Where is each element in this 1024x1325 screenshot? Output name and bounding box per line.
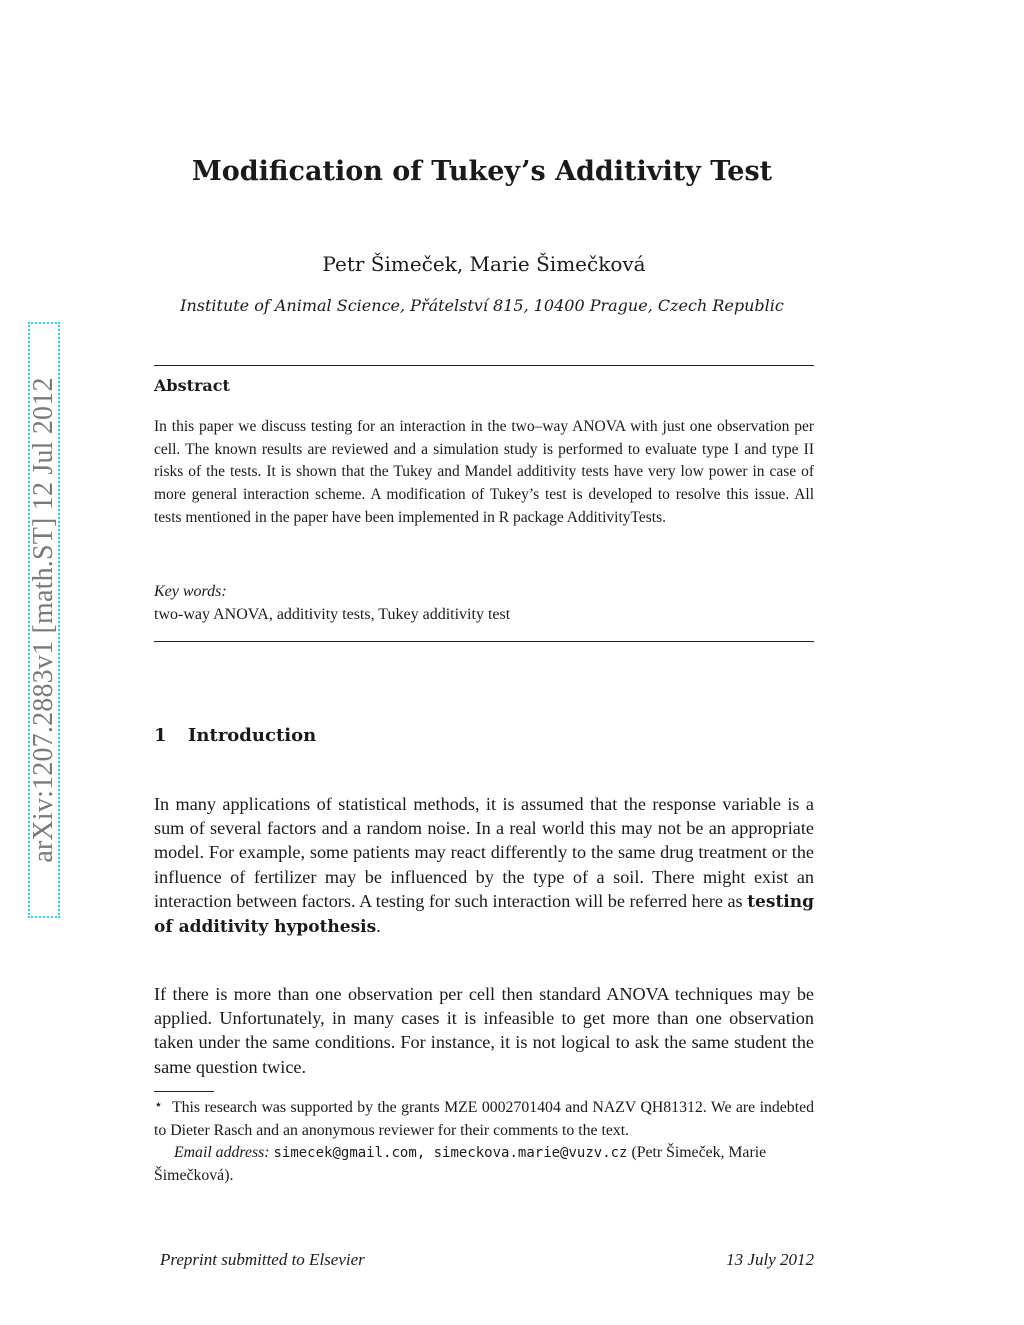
arxiv-stamp [28, 322, 60, 918]
paper-title: Modification of Tukey’s Additivity Test [191, 156, 773, 187]
email-addresses[interactable]: simecek@gmail.com, simeckova.marie@vuzv.cz [273, 1145, 628, 1161]
intro-paragraph-1 [154, 792, 814, 939]
footer-preprint-note: Preprint submitted to Elsevier [160, 1250, 365, 1269]
abstract-top-rule [154, 365, 814, 366]
abstract-bottom-rule [154, 641, 814, 642]
section-number: 1 [154, 725, 167, 746]
intro-paragraph-2: If there is more than one observation per cell then standard ANOVA techniques may be applied. Unfortunately, in many cases it is infeasible to get more than one observation taken under the same conditions. For instance, it is not logical to ask the same student the same question twice. [154, 984, 814, 1077]
intro-paragraph-1-text: In many applications of statistical methods, it is assumed that the response variable is a sum of several factors and a random noise. In a real world this may not be an appropriate model. For example, some patients may react differently to the same drug treatment or the influence of fertilizer may be influenced by the type of a soil. There might exist an interaction between factors. A testing for such interaction will be referred here as [154, 794, 814, 911]
abstract-heading: Abstract [154, 376, 230, 395]
affiliation: Institute of Animal Science, Přátelství 815, 10400 Prague, Czech Republic [180, 296, 784, 315]
footnote-rule [154, 1091, 214, 1092]
footnote-text: This research was supported by the grants MZE 0002701404 and NAZV QH81312. We are indebted to Dieter Rasch and an anonymous reviewer for their comments to the text. [154, 1099, 814, 1139]
keywords-label: Key words: [154, 583, 227, 600]
footer-date: 13 July 2012 [726, 1250, 814, 1269]
section-heading [154, 725, 316, 746]
section-title: Introduction [188, 725, 317, 746]
email-names: (Petr Šimeček, Marie Šimečková). [154, 1144, 767, 1184]
arxiv-identifier: arXiv:1207.2883v1 [math.ST] 12 Jul 2012 [28, 377, 59, 863]
abstract-body: In this paper we discuss testing for an interaction in the two–way ANOVA with just one observation per cell. The known results are reviewed and a simulation study is performed to evaluate type I and type II risks of the tests. It is shown that the Tukey and Mandel additivity tests have very low power in case of more general interaction scheme. A modification of Tukey’s test is developed to resolve this issue. All tests mentioned in the paper have been implemented in R package AdditivityTests. [154, 418, 814, 526]
footnote-star-icon: ⋆ [154, 1098, 163, 1113]
intro-paragraph-1-end: . [376, 916, 381, 937]
footnote [154, 1095, 814, 1187]
authors: Petr Šimeček, Marie Šimečková [322, 252, 646, 276]
intro-paragraph-1-emphasis: testing of additivity hypothesis [154, 891, 814, 938]
keywords: two-way ANOVA, additivity tests, Tukey additivity test [154, 606, 511, 623]
email-label: Email address: [174, 1144, 270, 1161]
